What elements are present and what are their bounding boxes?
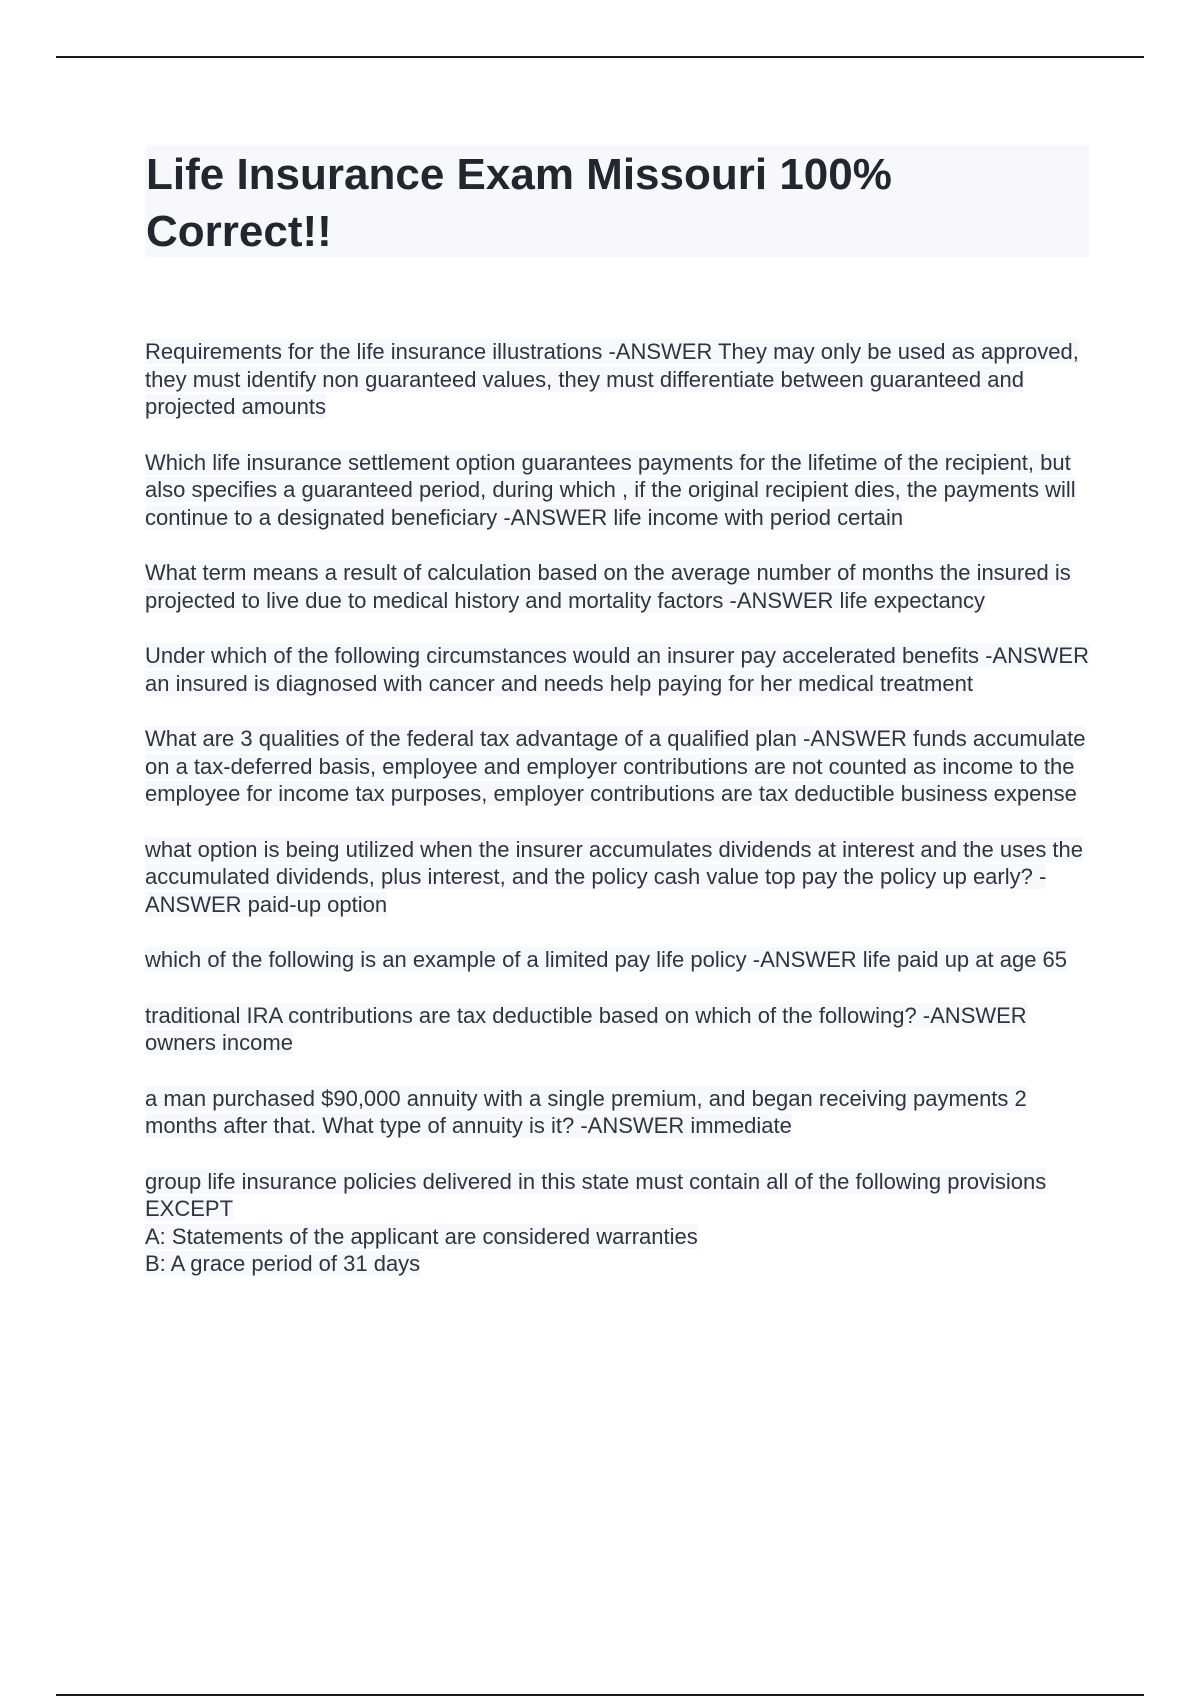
qa-entry-8-text: traditional IRA contributions are tax deductible based on which of the following? -ANSWER owners income xyxy=(145,1002,1027,1055)
bottom-rule xyxy=(56,1694,1144,1696)
qa-entry-7 xyxy=(145,946,1090,974)
qa-entry-9-text: a man purchased $90,000 annuity with a single premium, and began receiving payments 2 months after that. What type of annuity is it? -ANSWER immediate xyxy=(145,1085,1027,1138)
qa-entry-6 xyxy=(145,836,1090,919)
qa-entry-8 xyxy=(145,1002,1090,1057)
qa-entry-4-text: Under which of the following circumstances would an insurer pay accelerated benefits -ANSWER an insured is diagnosed with cancer and needs help paying for her medical treatment xyxy=(145,643,1089,696)
qa-entry-10-question: group life insurance policies delivered in this state must contain all of the following provisions EXCEPT xyxy=(145,1168,1047,1221)
qa-entry-3 xyxy=(145,559,1090,614)
page-title: Life Insurance Exam Missouri 100% Correct!! xyxy=(146,150,892,256)
qa-list xyxy=(145,338,1090,1306)
qa-entry-10-option-a: A: Statements of the applicant are considered warranties xyxy=(145,1223,698,1249)
qa-entry-4 xyxy=(145,642,1090,697)
qa-entry-5 xyxy=(145,725,1090,808)
qa-entry-2-text: Which life insurance settlement option guarantees payments for the lifetime of the recipient, but also specifies a guaranteed period, during which , if the original recipient dies, the payments will continue to a designated beneficiary -ANSWER life income with period certain xyxy=(145,449,1076,530)
qa-entry-1-text: Requirements for the life insurance illustrations -ANSWER They may only be used as approved, they must identify non guaranteed values, they must differentiate between guaranteed and projected amounts xyxy=(145,339,1079,419)
qa-entry-7-text: which of the following is an example of a limited pay life policy -ANSWER life paid up at age 65 xyxy=(145,947,1068,972)
qa-entry-6-text: what option is being utilized when the insurer accumulates dividends at interest and the uses the accumulated dividends, plus interest, and the policy cash value top pay the policy up early? -ANSWER paid-up option xyxy=(145,836,1084,917)
qa-entry-3-text: What term means a result of calculation based on the average number of months the insured is projected to live due to medical history and mortality factors -ANSWER life expectancy xyxy=(145,560,1071,613)
qa-entry-10-option-b: B: A grace period of 31 days xyxy=(145,1251,421,1276)
qa-entry-2 xyxy=(145,449,1090,532)
qa-entry-1 xyxy=(145,338,1090,421)
qa-entry-5-text: What are 3 qualities of the federal tax advantage of a qualified plan -ANSWER funds accumulate on a tax-deferred basis, employee and employer contributions are not counted as income to the employee for income tax purposes, employer contributions are tax deductible business expense xyxy=(145,726,1086,806)
top-rule xyxy=(56,56,1144,58)
qa-entry-9 xyxy=(145,1085,1090,1140)
qa-entry-10 xyxy=(145,1168,1090,1278)
